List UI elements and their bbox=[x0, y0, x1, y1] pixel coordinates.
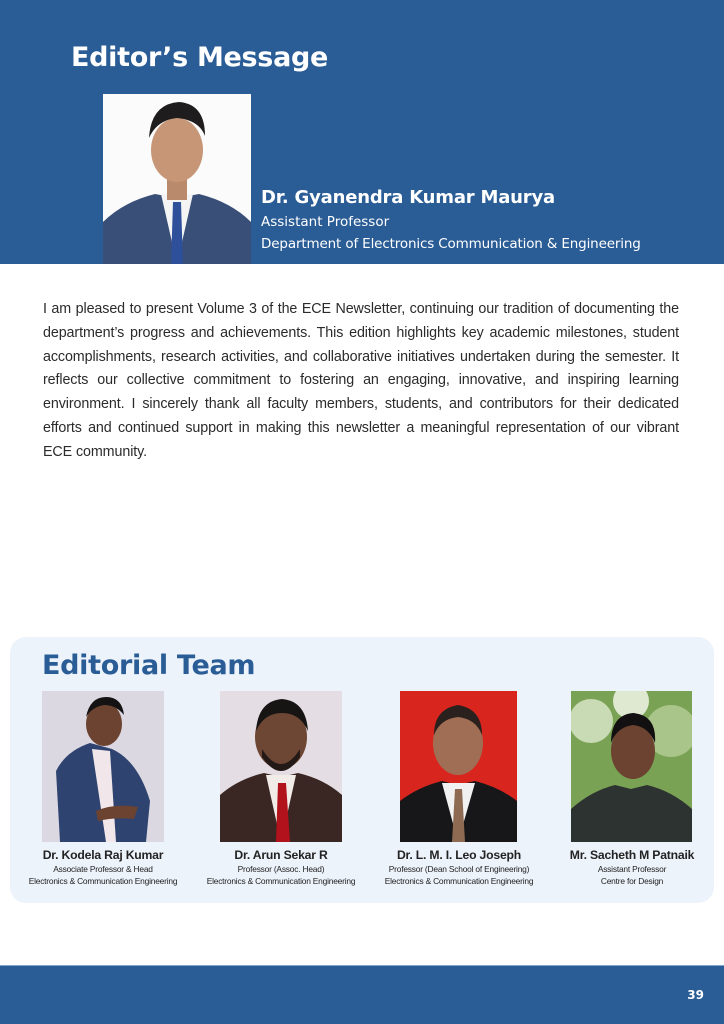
editor-name: Dr. Gyanendra Kumar Maurya bbox=[261, 187, 555, 208]
member-caption-3 bbox=[369, 848, 549, 887]
editorial-team-title: Editorial Team bbox=[42, 650, 256, 681]
editor-message-body: I am pleased to present Volume 3 of the ECE Newsletter, continuing our tradition of documenting the department’s progress and achievements. This edition highlights key academic milestones, student accomplishments, research activities, and collaborative initiatives undertaken during the semester. It reflects our collective commitment to fostering an engaging, innovative, and inspiring learning environment. I sincerely thank all faculty members, students, and contributors for their dedicated efforts and continued support in making this newsletter a meaningful representation of our vibrant ECE community. bbox=[43, 301, 679, 460]
page-number: 39 bbox=[687, 988, 704, 1002]
editor-portrait-image bbox=[103, 94, 251, 264]
member-photo-1 bbox=[42, 691, 164, 842]
member-caption-2 bbox=[191, 848, 371, 887]
member-role: Professor (Dean School of Engineering) bbox=[388, 864, 530, 874]
editor-department: Department of Electronics Communication & Engineering bbox=[261, 236, 641, 252]
member-caption-4 bbox=[542, 848, 722, 887]
member-role: Associate Professor & Head bbox=[53, 864, 153, 874]
member-dept: Centre for Design bbox=[600, 876, 664, 886]
member-photo-2 bbox=[220, 691, 342, 842]
member-name: Dr. L. M. I. Leo Joseph bbox=[396, 848, 522, 862]
editor-role: Assistant Professor bbox=[261, 214, 390, 230]
member-name: Dr. Kodela Raj Kumar bbox=[42, 848, 164, 862]
member-photo-3 bbox=[400, 691, 517, 842]
member-dept: Electronics & Communication Engineering bbox=[28, 876, 178, 886]
page-title: Editor’s Message bbox=[71, 42, 329, 73]
member-name: Dr. Arun Sekar R bbox=[234, 848, 328, 862]
member-dept: Electronics & Communication Engineering bbox=[384, 876, 534, 886]
member-role: Professor (Assoc. Head) bbox=[237, 864, 325, 874]
member-role: Assistant Professor bbox=[597, 864, 667, 874]
member-caption-1 bbox=[13, 848, 193, 887]
member-photo-4 bbox=[571, 691, 692, 842]
footer-band bbox=[0, 965, 724, 1024]
member-name: Mr. Sacheth M Patnaik bbox=[569, 848, 695, 862]
editor-photo bbox=[103, 94, 251, 264]
member-dept: Electronics & Communication Engineering bbox=[206, 876, 356, 886]
